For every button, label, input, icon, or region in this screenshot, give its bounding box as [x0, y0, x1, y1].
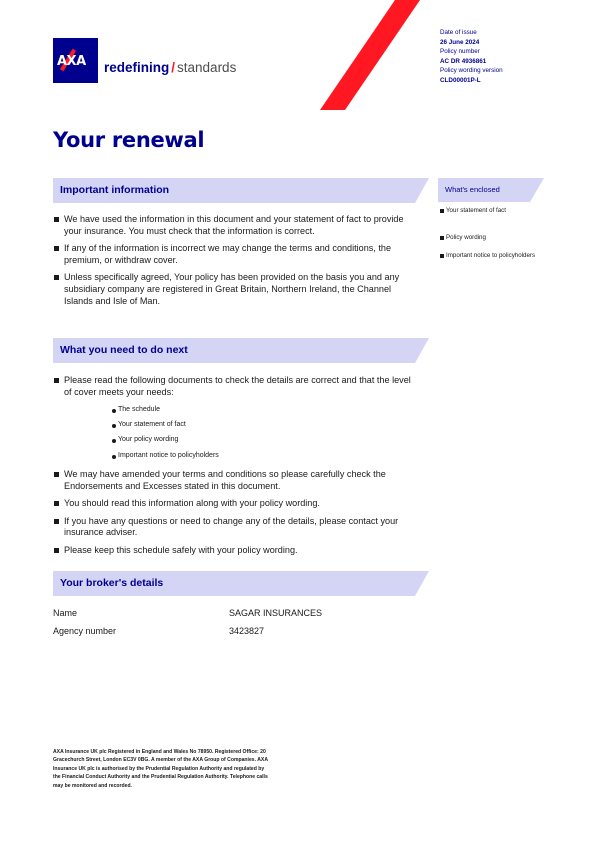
agency-number-label: Agency number: [53, 626, 117, 636]
list-item: If any of the information is incorrect we may change the terms and conditions, the premium, or withdraw cover.: [53, 243, 413, 266]
agency-number-value: 3423827: [229, 626, 265, 636]
band-cut-broker: [415, 571, 429, 596]
brand-tagline: [104, 60, 236, 75]
list-item: Your statement of fact: [440, 207, 540, 215]
axa-logo-text: AXA: [57, 54, 86, 69]
wording-version-label: Policy wording version: [440, 67, 503, 75]
enclosed-heading: What's enclosed: [445, 185, 500, 194]
list-item: Your policy wording: [112, 436, 178, 443]
section-band-broker: [53, 571, 429, 596]
next-heading: What you need to do next: [60, 344, 188, 356]
list-item: We may have amended your terms and conditions so please carefully check the Endorsements and Excesses stated in this document.: [53, 469, 413, 492]
legal-footer: AXA Insurance UK plc Registered in England and Wales No 78950. Registered Office: 20 Gracechurch Street, London EC3V 0BG. A member of the AXA Group of Companies. AXA Insurance UK plc is authorised by the Prudential Regulation Authority and regulated by the Financial Conduct Authority and the Prudential Regulation Authority. Telephone calls may be monitored and recorded.: [53, 749, 268, 789]
list-item: Please read the following documents to check the details are correct and that the level of cover meets your needs:: [53, 375, 413, 398]
issue-date-label: Date of issue: [440, 29, 477, 36]
section-band-important: [53, 178, 429, 203]
next-intro: [53, 375, 413, 404]
list-item: Important notice to policyholders: [440, 252, 540, 260]
list-item: Please keep this schedule safely with your policy wording.: [53, 545, 413, 557]
list-item: We have used the information in this document and your statement of fact to provide your insurance. You must check that the information is correct.: [53, 214, 413, 237]
list-item: Policy wording: [440, 234, 540, 242]
section-band-next: [53, 338, 429, 363]
policy-number-label: Policy number: [440, 48, 480, 56]
band-cut-next: [415, 338, 429, 363]
next-list: [53, 469, 413, 563]
list-item: Your statement of fact: [112, 421, 186, 428]
list-item: Important notice to policyholders: [112, 452, 219, 459]
broker-heading: Your broker's details: [60, 577, 164, 589]
tagline-part2: standards: [177, 60, 237, 75]
page-title: Your renewal: [53, 128, 205, 152]
enclosed-band: [438, 178, 544, 202]
list-item: You should read this information along with your policy wording.: [53, 498, 413, 510]
important-heading: Important information: [60, 184, 170, 196]
document-meta: [440, 28, 503, 86]
broker-name-value: SAGAR INSURANCES: [229, 608, 323, 618]
band-cut-important: [415, 178, 429, 203]
wording-version-value: CLD00001P-L: [440, 76, 481, 84]
list-item: Unless specifically agreed, Your policy has been provided on the basis you and any subsidiary company are registered in Great Britain, Northern Ireland, the Channel Islands and Isle of Man.: [53, 272, 413, 307]
issue-date-value: 26 June 2024: [440, 38, 480, 46]
list-item: The schedule: [112, 406, 160, 413]
important-list: [53, 214, 413, 313]
tagline-part1: redefining: [104, 60, 170, 75]
broker-name-label: Name: [53, 608, 78, 618]
tagline-separator: /: [171, 60, 176, 75]
list-item: If you have any questions or need to change any of the details, please contact your insurance adviser.: [53, 516, 413, 539]
policy-number-value: AC DR 4936861: [440, 57, 487, 65]
band-cut-enclosed: [530, 178, 544, 202]
